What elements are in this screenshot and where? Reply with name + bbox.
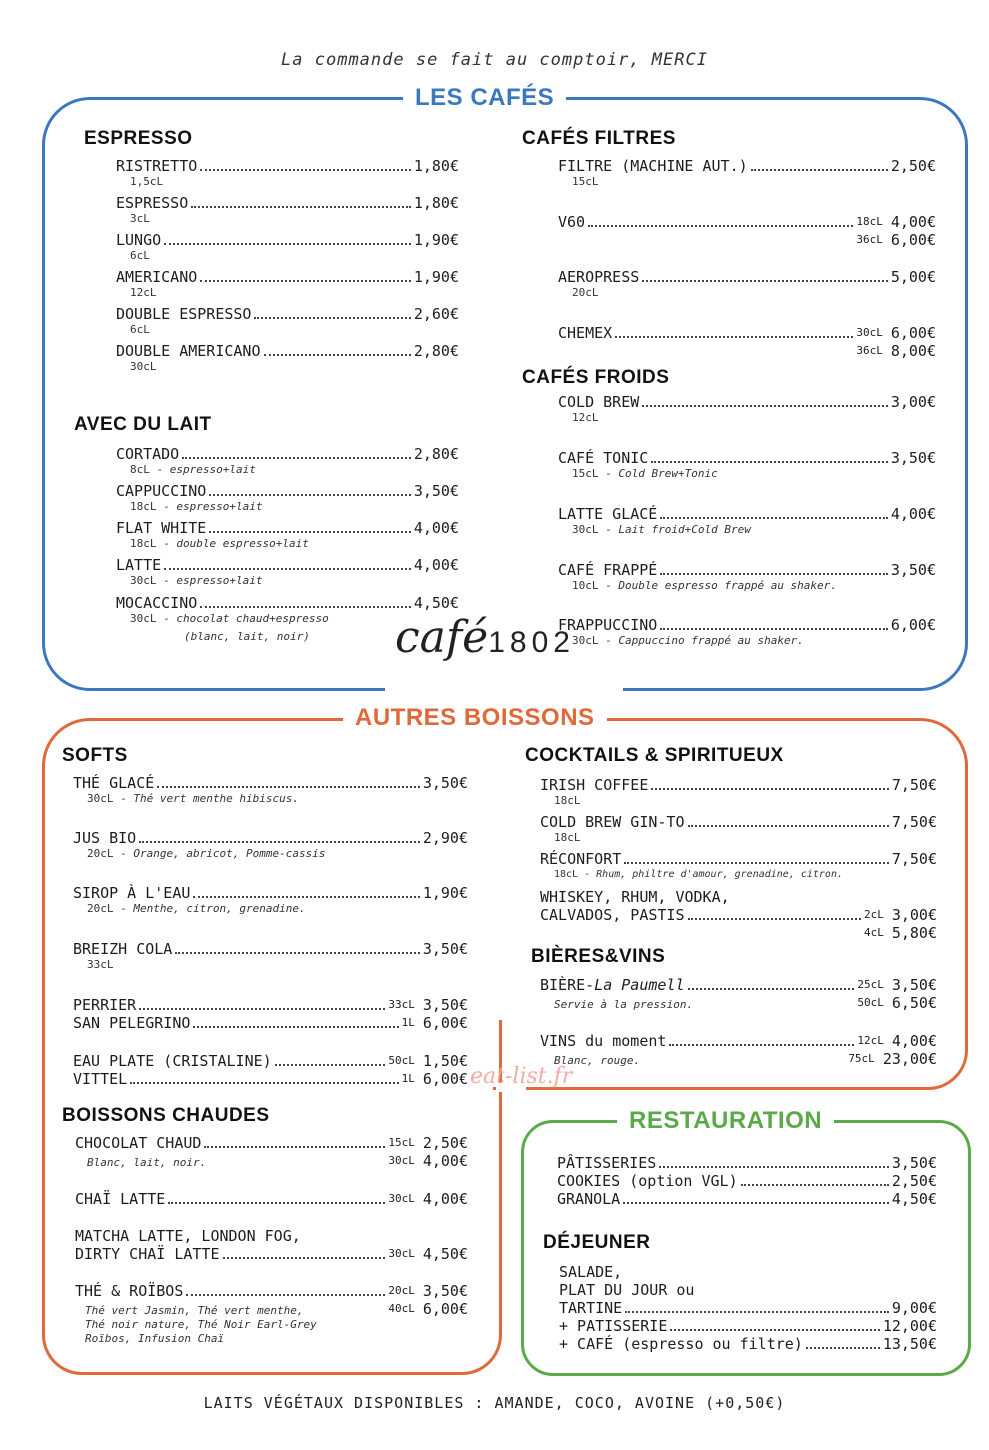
menu-item bbox=[116, 268, 459, 300]
item-volume: 40cL bbox=[388, 1302, 415, 1315]
section-dejeuner-title: DÉJEUNER bbox=[543, 1232, 651, 1253]
menu-item bbox=[558, 393, 936, 425]
item-name: V60 bbox=[558, 213, 586, 231]
menu-item bbox=[75, 1282, 468, 1346]
menu-item bbox=[557, 1154, 937, 1208]
section-chaudes-title: BOISSONS CHAUDES bbox=[62, 1105, 270, 1126]
menu-item: THÉ GLACÉ 3,50€ 30cL - Thé vert menthe hibiscus. bbox=[73, 774, 468, 805]
item-name: COLD BREW bbox=[558, 393, 640, 411]
item-desc: Servie à la pression. bbox=[554, 998, 694, 1011]
item-volume: 30cL bbox=[388, 1154, 415, 1167]
menu-item bbox=[540, 776, 937, 808]
item-desc: espresso+lait bbox=[176, 574, 263, 587]
item-name: CHOCOLAT CHAUD bbox=[75, 1134, 202, 1152]
item-name: PÂTISSERIES bbox=[557, 1154, 657, 1172]
item-volume: 18cL bbox=[554, 794, 581, 807]
item-desc: Cold Brew+Tonic bbox=[618, 467, 718, 480]
item-name: PERRIER bbox=[73, 996, 137, 1014]
item-price: 3,50€ bbox=[891, 1154, 937, 1172]
item-name: EAU PLATE (CRISTALINE) bbox=[73, 1052, 272, 1070]
menu-item bbox=[116, 231, 459, 263]
item-price: 9,00€ bbox=[891, 1299, 937, 1317]
item-price: 4,00€ bbox=[422, 1152, 468, 1170]
item-name: THÉ & ROÏBOS bbox=[75, 1282, 184, 1300]
item-volume: 12cL bbox=[130, 286, 157, 299]
menu-item bbox=[540, 888, 937, 942]
item-price: 2,80€ bbox=[413, 445, 459, 463]
item-name: RISTRETTO bbox=[116, 157, 198, 175]
item-volume: 36cL bbox=[856, 344, 883, 357]
item-name: GRANOLA bbox=[557, 1190, 621, 1208]
watermark: eat-list.fr bbox=[470, 1064, 573, 1089]
menu-item bbox=[75, 1227, 468, 1263]
item-name: TARTINE bbox=[559, 1299, 623, 1317]
menu-item bbox=[116, 305, 459, 337]
footer-note: LAITS VÉGÉTAUX DISPONIBLES : AMANDE, COCO, AVOINE (+0,50€) bbox=[203, 1394, 786, 1412]
banner-les-cafes: LES CAFÉS bbox=[403, 84, 566, 112]
menu-item bbox=[540, 976, 937, 1012]
item-desc: Lait froid+Cold Brew bbox=[618, 523, 751, 536]
item-name: CAFÉ FRAPPÉ bbox=[558, 561, 658, 579]
item-name: DOUBLE ESPRESSO bbox=[116, 305, 252, 323]
item-volume: 6cL bbox=[130, 323, 150, 336]
section-bieres-title: BIÈRES&VINS bbox=[531, 946, 666, 967]
item-name: AMERICANO bbox=[116, 268, 198, 286]
menu-item bbox=[73, 1052, 468, 1088]
item-price: 2,50€ bbox=[422, 1134, 468, 1152]
item-desc: double espresso+lait bbox=[176, 537, 309, 550]
item-volume: 18cL bbox=[856, 215, 883, 228]
item-price: 1,90€ bbox=[422, 884, 468, 902]
item-desc-3: Roïbos, Infusion Chaï bbox=[85, 1332, 225, 1345]
item-price: 6,00€ bbox=[422, 1070, 468, 1088]
item-volume: 30cL bbox=[388, 1192, 415, 1205]
item-desc-2: Thé noir nature, Thé Noir Earl-Grey bbox=[85, 1318, 317, 1331]
item-price: 4,00€ bbox=[413, 519, 459, 537]
item-price: 3,00€ bbox=[890, 393, 936, 411]
menu-item bbox=[116, 194, 459, 226]
section-froids-title: CAFÉS FROIDS bbox=[522, 367, 670, 388]
item-price: 13,50€ bbox=[882, 1335, 937, 1353]
item-price: 2,60€ bbox=[413, 305, 459, 323]
section-espresso-title: ESPRESSO bbox=[84, 128, 193, 149]
logo-gap-mask bbox=[385, 675, 623, 695]
item-price: 1,90€ bbox=[413, 231, 459, 249]
item-desc: Double espresso frappé au shaker. bbox=[618, 579, 837, 592]
menu-item: CAFÉ FRAPPÉ 3,50€ 10cL - Double espresso frappé au shaker. bbox=[558, 561, 936, 592]
item-volume: 12cL bbox=[572, 411, 599, 424]
section-cocktails-title: COCKTAILS & SPIRITUEUX bbox=[525, 745, 784, 766]
item-volume: 3cL bbox=[130, 212, 150, 225]
menu-item: LATTE 4,00€ 30cL - espresso+lait bbox=[116, 556, 459, 587]
item-price: 6,50€ bbox=[891, 994, 937, 1012]
item-name: LUNGO bbox=[116, 231, 162, 249]
item-price: 2,50€ bbox=[891, 1172, 937, 1190]
item-name: THÉ GLACÉ bbox=[73, 774, 155, 792]
menu-item: RÉCONFORT 7,50€ 18cL - Rhum, philtre d'amour, grenadine, citron. bbox=[540, 850, 937, 880]
item-name: AEROPRESS bbox=[558, 268, 640, 286]
item-price: 1,50€ bbox=[422, 1052, 468, 1070]
item-desc: Blanc, rouge. bbox=[554, 1054, 641, 1067]
item-line: PLAT DU JOUR ou bbox=[559, 1281, 695, 1299]
item-volume: 33cL bbox=[87, 958, 114, 971]
item-volume: 1L bbox=[401, 1072, 415, 1085]
item-volume: 20cL bbox=[87, 847, 114, 860]
item-volume: 18cL bbox=[130, 537, 157, 550]
item-volume: 30cL bbox=[130, 360, 157, 373]
item-name: JUS BIO bbox=[73, 829, 137, 847]
item-desc: espresso+lait bbox=[169, 463, 256, 476]
item-desc-2: (blanc, lait, noir) bbox=[184, 630, 310, 643]
item-volume: 75cL bbox=[848, 1052, 875, 1065]
item-price: 6,00€ bbox=[422, 1014, 468, 1032]
menu-item bbox=[73, 996, 468, 1032]
item-name: BREIZH COLA bbox=[73, 940, 173, 958]
item-volume: 4cL bbox=[863, 926, 884, 939]
item-volume: 36cL bbox=[856, 233, 883, 246]
item-price: 3,50€ bbox=[422, 940, 468, 958]
item-volume: 30cL bbox=[856, 326, 883, 339]
item-desc: Orange, abricot, Pomme-cassis bbox=[133, 847, 326, 860]
item-price: 2,90€ bbox=[422, 829, 468, 847]
menu-item bbox=[558, 268, 936, 300]
item-name: RÉCONFORT bbox=[540, 850, 622, 868]
item-volume: 8cL bbox=[130, 463, 150, 476]
item-price: 6,00€ bbox=[890, 231, 936, 249]
menu-item: MOCACCINO 4,50€ 30cL - chocolat chaud+espresso (blanc, lait, noir) bbox=[116, 594, 459, 643]
item-volume: 30cL bbox=[130, 612, 157, 625]
logo-number: 1802 bbox=[488, 626, 575, 659]
item-desc: Cappuccino frappé au shaker. bbox=[618, 634, 804, 647]
item-price: 7,50€ bbox=[891, 850, 937, 868]
item-desc: Thé vert Jasmin, Thé vert menthe, bbox=[85, 1304, 304, 1317]
item-name: FLAT WHITE bbox=[116, 519, 207, 537]
item-volume: 10cL bbox=[572, 579, 599, 592]
item-price: 3,50€ bbox=[413, 482, 459, 500]
item-price: 3,50€ bbox=[890, 449, 936, 467]
item-volume: 30cL bbox=[572, 634, 599, 647]
menu-item bbox=[559, 1263, 937, 1353]
item-volume: 15cL bbox=[388, 1136, 415, 1149]
item-volume: 15cL bbox=[572, 175, 599, 188]
item-volume: 18cL bbox=[554, 869, 579, 880]
item-volume: 20cL bbox=[87, 902, 114, 915]
item-desc: Rhum, philtre d'amour, grenadine, citron. bbox=[596, 869, 843, 880]
item-name: CALVADOS, PASTIS bbox=[540, 906, 685, 924]
item-desc: Menthe, citron, grenadine. bbox=[133, 902, 306, 915]
item-volume: 1L bbox=[401, 1016, 415, 1029]
menu-item bbox=[75, 1190, 468, 1208]
item-name: SAN PELEGRINO bbox=[73, 1014, 191, 1032]
menu-item bbox=[73, 940, 468, 972]
item-name: CAPPUCCINO bbox=[116, 482, 207, 500]
menu-item: FLAT WHITE 4,00€ 18cL - double espresso+lait bbox=[116, 519, 459, 550]
banner-restauration: RESTAURATION bbox=[617, 1107, 834, 1135]
item-price: 1,80€ bbox=[413, 194, 459, 212]
menu-item: SIROP À L'EAU 1,90€ 20cL - Menthe, citron, grenadine. bbox=[73, 884, 468, 915]
item-desc: chocolat chaud+espresso bbox=[176, 612, 329, 625]
menu-item: CAPPUCCINO 3,50€ 18cL - espresso+lait bbox=[116, 482, 459, 513]
item-volume: 25cL bbox=[857, 978, 884, 991]
menu-item bbox=[558, 213, 936, 249]
menu-item bbox=[540, 813, 937, 845]
item-name-line1: WHISKEY, RHUM, VODKA, bbox=[540, 888, 730, 906]
item-price: 12,00€ bbox=[882, 1317, 937, 1335]
item-volume: 12cL bbox=[857, 1034, 884, 1047]
item-price: 3,50€ bbox=[422, 774, 468, 792]
item-price: 3,50€ bbox=[890, 561, 936, 579]
item-volume: 30cL bbox=[388, 1247, 415, 1260]
item-price: 3,50€ bbox=[422, 1282, 468, 1300]
menu-item: JUS BIO 2,90€ 20cL - Orange, abricot, Pomme-cassis bbox=[73, 829, 468, 860]
menu-item: CAFÉ TONIC 3,50€ 15cL - Cold Brew+Tonic bbox=[558, 449, 936, 480]
item-desc: Thé vert menthe hibiscus. bbox=[133, 792, 299, 805]
item-price: 4,00€ bbox=[891, 1032, 937, 1050]
item-volume: 30cL bbox=[87, 792, 114, 805]
item-name: CHAÏ LATTE bbox=[75, 1190, 166, 1208]
menu-item: CORTADO 2,80€ 8cL - espresso+lait bbox=[116, 445, 459, 476]
item-name: MOCACCINO bbox=[116, 594, 198, 612]
item-name: FRAPPUCCINO bbox=[558, 616, 658, 634]
item-price: 3,50€ bbox=[891, 976, 937, 994]
item-price: 4,50€ bbox=[422, 1245, 468, 1263]
item-name: + PATISSERIE bbox=[559, 1317, 668, 1335]
item-name: VINS du moment bbox=[540, 1032, 667, 1050]
item-volume: 30cL bbox=[130, 574, 157, 587]
item-name: FILTRE (MACHINE AUT.) bbox=[558, 157, 748, 175]
item-price: 5,80€ bbox=[891, 924, 937, 942]
item-name: CHEMEX bbox=[558, 324, 613, 342]
item-price: 7,50€ bbox=[891, 776, 937, 794]
item-volume: 15cL bbox=[572, 467, 599, 480]
item-volume: 1,5cL bbox=[130, 175, 164, 188]
item-price: 1,90€ bbox=[413, 268, 459, 286]
item-name: + CAFÉ (espresso ou filtre) bbox=[559, 1335, 803, 1353]
item-name: CORTADO bbox=[116, 445, 180, 463]
item-price: 4,50€ bbox=[891, 1190, 937, 1208]
item-name: DOUBLE AMERICANO bbox=[116, 342, 261, 360]
item-volume: 33cL bbox=[388, 998, 415, 1011]
item-volume: 50cL bbox=[857, 996, 884, 1009]
item-price: 23,00€ bbox=[882, 1050, 937, 1068]
item-price: 3,50€ bbox=[422, 996, 468, 1014]
item-price: 2,50€ bbox=[890, 157, 936, 175]
item-price: 2,80€ bbox=[413, 342, 459, 360]
item-price: 5,00€ bbox=[890, 268, 936, 286]
item-price: 4,00€ bbox=[890, 213, 936, 231]
menu-item bbox=[558, 157, 936, 189]
item-price: 4,50€ bbox=[413, 594, 459, 612]
logo-script: café bbox=[395, 612, 489, 663]
item-volume: 20cL bbox=[572, 286, 599, 299]
item-name: LATTE GLACÉ bbox=[558, 505, 658, 523]
item-desc: espresso+lait bbox=[176, 500, 263, 513]
item-name: CAFÉ TONIC bbox=[558, 449, 649, 467]
menu-item bbox=[558, 324, 936, 360]
item-price: 3,00€ bbox=[891, 906, 937, 924]
item-name: SIROP À L'EAU bbox=[73, 884, 191, 902]
item-volume: 18cL bbox=[554, 831, 581, 844]
item-volume: 30cL bbox=[572, 523, 599, 536]
order-notice: La commande se fait au comptoir, MERCI bbox=[281, 50, 708, 70]
item-name: VITTEL bbox=[73, 1070, 128, 1088]
item-price: 1,80€ bbox=[413, 157, 459, 175]
item-name: LATTE bbox=[116, 556, 162, 574]
banner-autres-boissons: AUTRES BOISSONS bbox=[343, 704, 607, 732]
item-desc: Blanc, lait, noir. bbox=[87, 1156, 207, 1169]
menu-item bbox=[75, 1134, 468, 1170]
item-price: 4,00€ bbox=[422, 1190, 468, 1208]
item-name-line1: MATCHA LATTE, LONDON FOG, bbox=[75, 1227, 301, 1245]
item-name-brand: La Paumell bbox=[594, 976, 685, 994]
menu-item bbox=[116, 342, 459, 374]
item-price: 6,00€ bbox=[422, 1300, 468, 1318]
item-volume: 6cL bbox=[130, 249, 150, 262]
item-price: 6,00€ bbox=[890, 324, 936, 342]
item-price: 8,00€ bbox=[890, 342, 936, 360]
menu-item bbox=[540, 1032, 937, 1068]
item-name: COLD BREW GIN-TO bbox=[540, 813, 685, 831]
item-name: ESPRESSO bbox=[116, 194, 189, 212]
item-price: 4,00€ bbox=[413, 556, 459, 574]
item-name: DIRTY CHAÏ LATTE bbox=[75, 1245, 220, 1263]
item-price: 6,00€ bbox=[890, 616, 936, 634]
menu-item bbox=[116, 157, 459, 189]
item-price: 7,50€ bbox=[891, 813, 937, 831]
menu-item: FRAPPUCCINO 6,00€ 30cL - Cappuccino frappé au shaker. bbox=[558, 616, 936, 647]
item-line: SALADE, bbox=[559, 1263, 623, 1281]
item-volume: 50cL bbox=[388, 1054, 415, 1067]
item-volume: 2cL bbox=[863, 908, 884, 921]
item-name: COOKIES (option VGL) bbox=[557, 1172, 738, 1190]
item-name: IRISH COFFEE bbox=[540, 776, 649, 794]
section-softs-title: SOFTS bbox=[62, 745, 128, 766]
item-name: BIÈRE- bbox=[540, 976, 595, 994]
menu-item: LATTE GLACÉ 4,00€ 30cL - Lait froid+Cold Brew bbox=[558, 505, 936, 536]
section-filtres-title: CAFÉS FILTRES bbox=[522, 128, 676, 149]
section-lait-title: AVEC DU LAIT bbox=[74, 414, 212, 435]
item-volume: 20cL bbox=[388, 1284, 415, 1297]
item-price: 4,00€ bbox=[890, 505, 936, 523]
item-volume: 18cL bbox=[130, 500, 157, 513]
